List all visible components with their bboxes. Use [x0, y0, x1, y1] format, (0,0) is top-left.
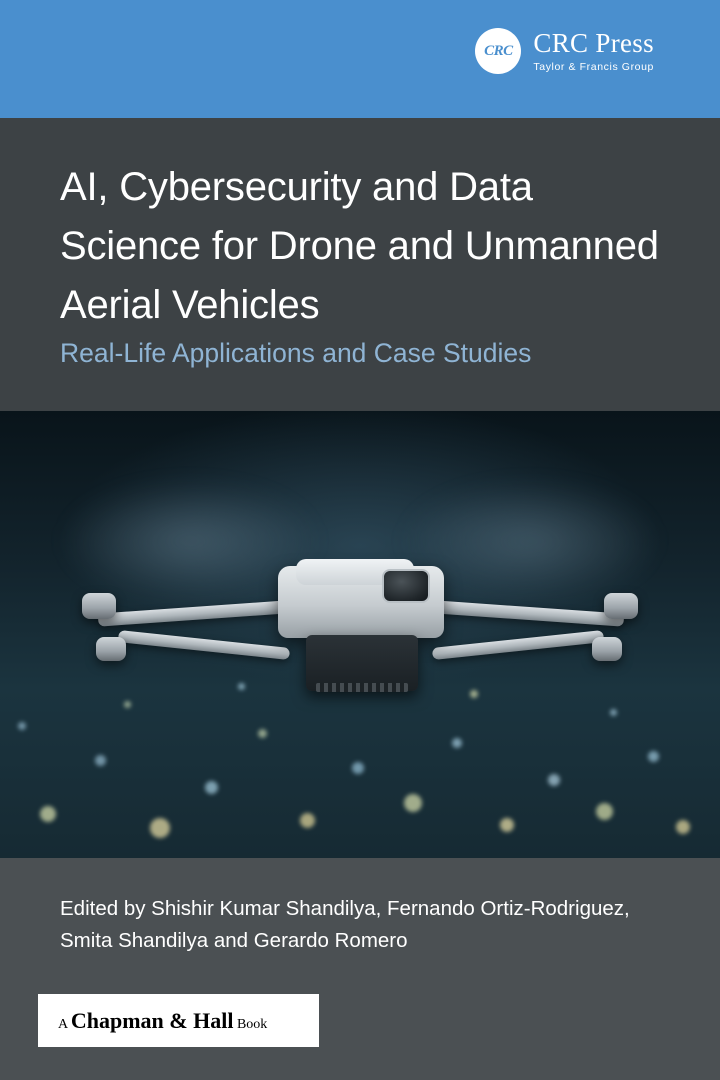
badge-prefix: A: [58, 1016, 71, 1032]
drone-illustration: [0, 411, 720, 858]
crc-press-logo: [475, 28, 654, 74]
credits-block: [0, 858, 720, 1080]
publisher-name: CRC Press: [533, 27, 654, 58]
chapman-hall-badge: [38, 994, 319, 1047]
badge-suffix: Book: [233, 1016, 268, 1032]
book-subtitle: Real-Life Applications and Case Studies: [60, 338, 532, 368]
chapman-hall-badge-text: [58, 1008, 267, 1034]
editors-line: Edited by Shishir Kumar Shandilya, Fernando Ortiz-Rodriguez, Smita Shandilya and Gerardo Romero: [60, 897, 630, 952]
crc-circle-icon: [475, 28, 521, 74]
title-block: [0, 118, 720, 411]
cover-photo: [0, 411, 720, 858]
book-title: AI, Cybersecurity and Data Science for Drone and Unmanned Aerial Vehicles: [60, 165, 659, 327]
crc-mark-text: CRC: [484, 42, 513, 59]
drone-camera-lens-icon: [382, 569, 430, 603]
publisher-band: [0, 0, 720, 118]
publisher-group: Taylor & Francis Group: [533, 60, 654, 73]
drone-battery-grill: [316, 683, 408, 692]
publisher-name-block: [533, 27, 654, 73]
badge-imprint-name: Chapman & Hall: [70, 1007, 234, 1033]
